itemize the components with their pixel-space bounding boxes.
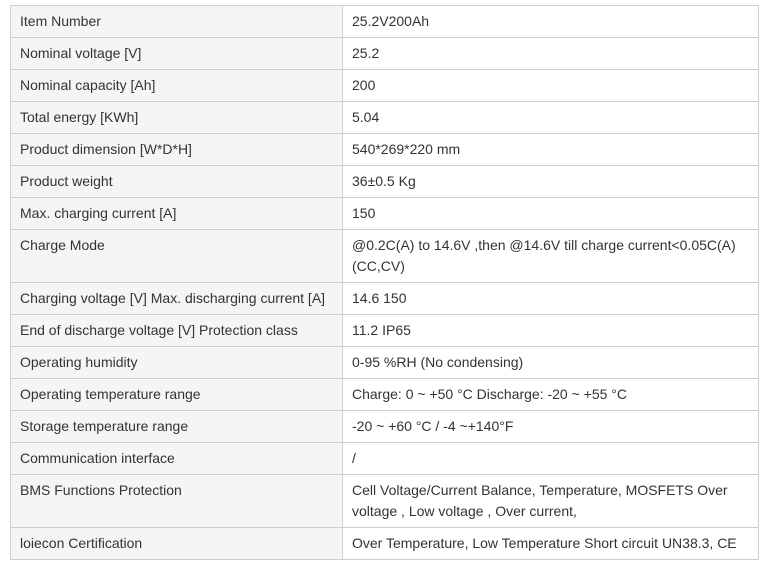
row-label-charge-mode: Charge Mode xyxy=(11,230,343,283)
row-value-charge-mode: @0.2C(A) to 14.6V ,then @14.6V till charge current<0.05C(A) (CC,CV) xyxy=(343,230,759,283)
table-row xyxy=(11,411,759,443)
row-value-end-of-discharge-voltage: 11.2 IP65 xyxy=(343,315,759,347)
row-value-total-energy: 5.04 xyxy=(343,102,759,134)
table-row xyxy=(11,102,759,134)
table-row xyxy=(11,347,759,379)
row-label-bms-functions: BMS Functions Protection xyxy=(11,475,343,528)
row-value-storage-temperature: -20 ~ +60 °C / -4 ~+140°F xyxy=(343,411,759,443)
table-row xyxy=(11,70,759,102)
table-row xyxy=(11,475,759,528)
row-value-certification: Over Temperature, Low Temperature Short circuit UN38.3, CE xyxy=(343,528,759,560)
table-row xyxy=(11,166,759,198)
row-value-bms-functions: Cell Voltage/Current Balance, Temperature, MOSFETS Over voltage , Low voltage , Over current, xyxy=(343,475,759,528)
table-row xyxy=(11,134,759,166)
row-label-storage-temperature: Storage temperature range xyxy=(11,411,343,443)
row-label-operating-humidity: Operating humidity xyxy=(11,347,343,379)
row-label-nominal-voltage: Nominal voltage [V] xyxy=(11,38,343,70)
row-label-product-dimension: Product dimension [W*D*H] xyxy=(11,134,343,166)
row-value-item-number: 25.2V200Ah xyxy=(343,6,759,38)
row-value-nominal-voltage: 25.2 xyxy=(343,38,759,70)
row-label-nominal-capacity: Nominal capacity [Ah] xyxy=(11,70,343,102)
table-row xyxy=(11,528,759,560)
table-row xyxy=(11,6,759,38)
spec-table xyxy=(10,5,759,560)
row-value-nominal-capacity: 200 xyxy=(343,70,759,102)
row-value-product-weight: 36±0.5 Kg xyxy=(343,166,759,198)
row-value-charging-voltage: 14.6 150 xyxy=(343,283,759,315)
spec-table-body xyxy=(11,6,759,560)
row-label-communication-interface: Communication interface xyxy=(11,443,343,475)
table-row xyxy=(11,315,759,347)
row-value-operating-humidity: 0-95 %RH (No condensing) xyxy=(343,347,759,379)
row-label-operating-temperature: Operating temperature range xyxy=(11,379,343,411)
row-label-max-charging-current: Max. charging current [A] xyxy=(11,198,343,230)
row-value-product-dimension: 540*269*220 mm xyxy=(343,134,759,166)
table-row xyxy=(11,283,759,315)
table-row xyxy=(11,443,759,475)
row-label-item-number: Item Number xyxy=(11,6,343,38)
table-row xyxy=(11,38,759,70)
row-label-product-weight: Product weight xyxy=(11,166,343,198)
row-value-operating-temperature: Charge: 0 ~ +50 °C Discharge: -20 ~ +55 °C xyxy=(343,379,759,411)
row-value-max-charging-current: 150 xyxy=(343,198,759,230)
table-row xyxy=(11,379,759,411)
row-label-total-energy: Total energy [KWh] xyxy=(11,102,343,134)
row-label-end-of-discharge-voltage: End of discharge voltage [V] Protection class xyxy=(11,315,343,347)
row-label-certification: loiecon Certification xyxy=(11,528,343,560)
table-row xyxy=(11,198,759,230)
table-row xyxy=(11,230,759,283)
row-value-communication-interface: / xyxy=(343,443,759,475)
row-label-charging-voltage: Charging voltage [V] Max. discharging current [A] xyxy=(11,283,343,315)
